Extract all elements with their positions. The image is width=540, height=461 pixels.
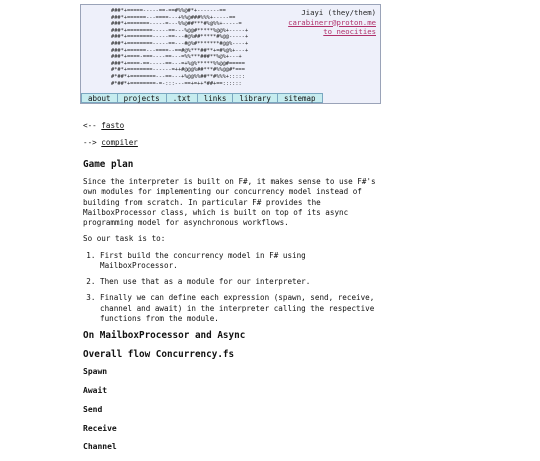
neocities-link[interactable]: to neocities [323,27,376,36]
next-page-nav [83,138,379,148]
next-arrow: --> [83,138,97,148]
next-page-link[interactable]: compiler [101,138,138,148]
nav-sitemap[interactable]: sitemap [278,93,323,103]
paragraph-task: So our task is to: [83,234,166,244]
prev-page-link[interactable]: fasto [101,121,125,130]
heading-game-plan: Game plan [83,158,134,170]
subheading-receive: Receive [83,423,117,433]
author-info [288,8,376,37]
prev-page-nav [83,121,379,131]
subheading-spawn: Spawn [83,367,108,377]
task-step: 1. First build the concurrency model in F# using MailboxProcessor. [100,251,379,272]
task-step: 3. Finally we can define each expression (spawn, send, receive, channel and await) in the interpreter calling the respective functions from the module. [100,293,379,324]
main-content [83,121,379,461]
nav-projects[interactable]: projects [118,93,167,103]
author-name: Jiayi (they/them) [301,8,376,17]
prev-arrow: <-- [83,121,97,130]
task-step: 2. Then use that as a module for our interpreter. [100,277,379,287]
ascii-art-portrait: ###*+=====-----==-==#%%@#*+-------== ###*+======---====---+%%@###%%%+-----== ###*+=======-----=---%%@##***#%@%%+-----= ###*+========-----==---%@@#*****%@@%+-----+ ###*+========-----==---#@%##*****#%@@-----+ ###*+========-----==---#@%#*******#@@%----+ ###*+======---====--==#@%***##**+=#%@%+---+ ###*+====-===----==---=%%***###**%@%+---+ ###*+====-==-----==---=+%@%*****%%@@#===== #*#*+========------=++#@@@%##***#%%@@#*=== #*##*+========---==---+%@@%%##**#%%%+::::: #*##*+========-=-:::---==+=++*##+==:::::: [111,8,249,87]
heading-mailbox: On MailboxProcessor and Async [83,330,246,342]
nav-txt[interactable]: .txt [167,93,198,103]
subheading-send: Send [83,404,103,414]
heading-overall-flow: Overall flow Concurrency.fs [83,348,235,360]
email-link[interactable]: carabinerr@proton.me [288,17,376,27]
nav-links[interactable]: links [198,93,234,103]
task-list [83,251,379,325]
nav-bar [81,93,323,103]
subheading-channel: Channel [83,442,117,452]
subheading-await: Await [83,385,108,395]
nav-about[interactable]: about [81,93,118,103]
nav-library[interactable]: library [233,93,278,103]
site-header [80,4,381,104]
paragraph-intro: Since the interpreter is built on F#, it makes sense to use F#'s own modules for implementing our concurrency model instead of building from scratch. In particular F# provides the MailboxProcessor class, which is built on top of its async programming model for asynchronous workflows. [83,177,376,228]
